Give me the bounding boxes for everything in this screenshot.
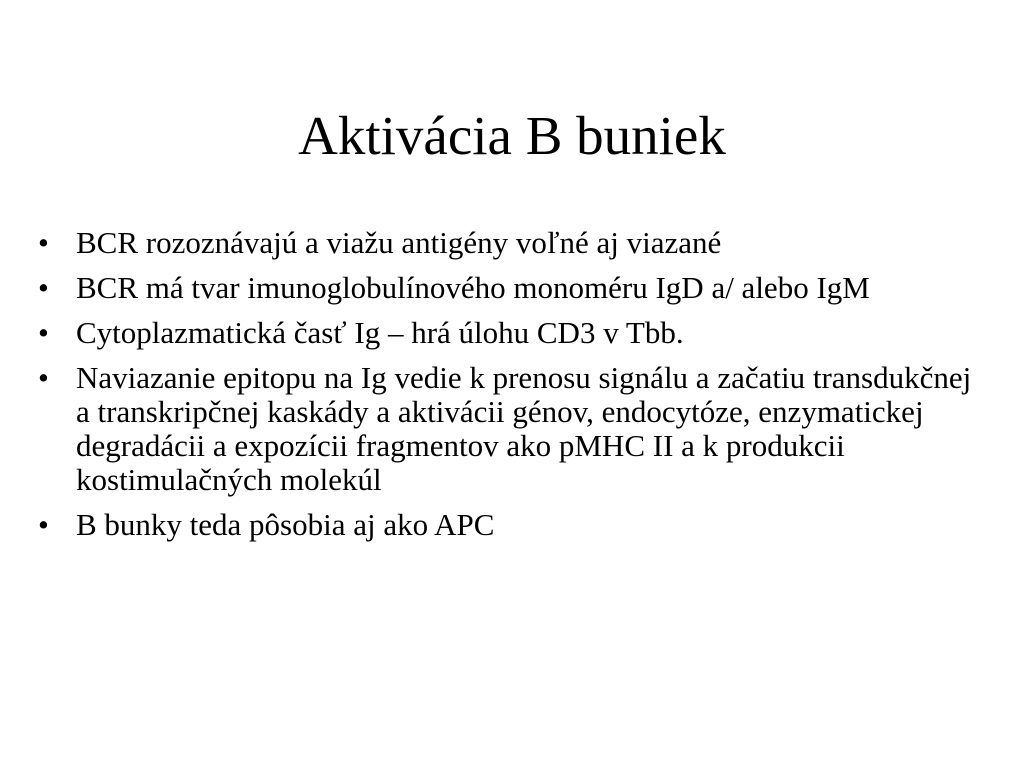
bullet-item [38,361,988,497]
bullet-text: Cytoplazmatická časť Ig – hrá úlohu CD3 v Tbb. [76,315,684,350]
bullet-text: BCR má tvar imunoglobulínového monoméru IgD a/ alebo IgM [76,270,870,305]
bullet-icon: • [38,225,49,260]
bullet-item [38,271,988,305]
bullet-item [38,316,988,350]
bullet-icon: • [38,360,49,395]
bullet-list [38,226,988,553]
bullet-item [38,508,988,542]
bullet-icon: • [38,315,49,350]
bullet-icon: • [38,270,49,305]
bullet-icon: • [38,507,49,542]
bullet-item [38,226,988,260]
slide-title: Aktivácia B buniek [298,105,726,166]
bullet-text: B bunky teda pôsobia aj ako APC [76,507,495,542]
bullet-text: Naviazanie epitopu na Ig vedie k prenosu signálu a začatiu transdukčnej a transkripčnej kaskády a aktivácii génov, endocytóze, enzymatickej degradácii a expozícii fragmentov ako pMHC II a k produkcii kostimulačných molekúl [76,360,972,497]
bullet-text: BCR rozoznávajú a viažu antigény voľné aj viazané [76,225,722,260]
